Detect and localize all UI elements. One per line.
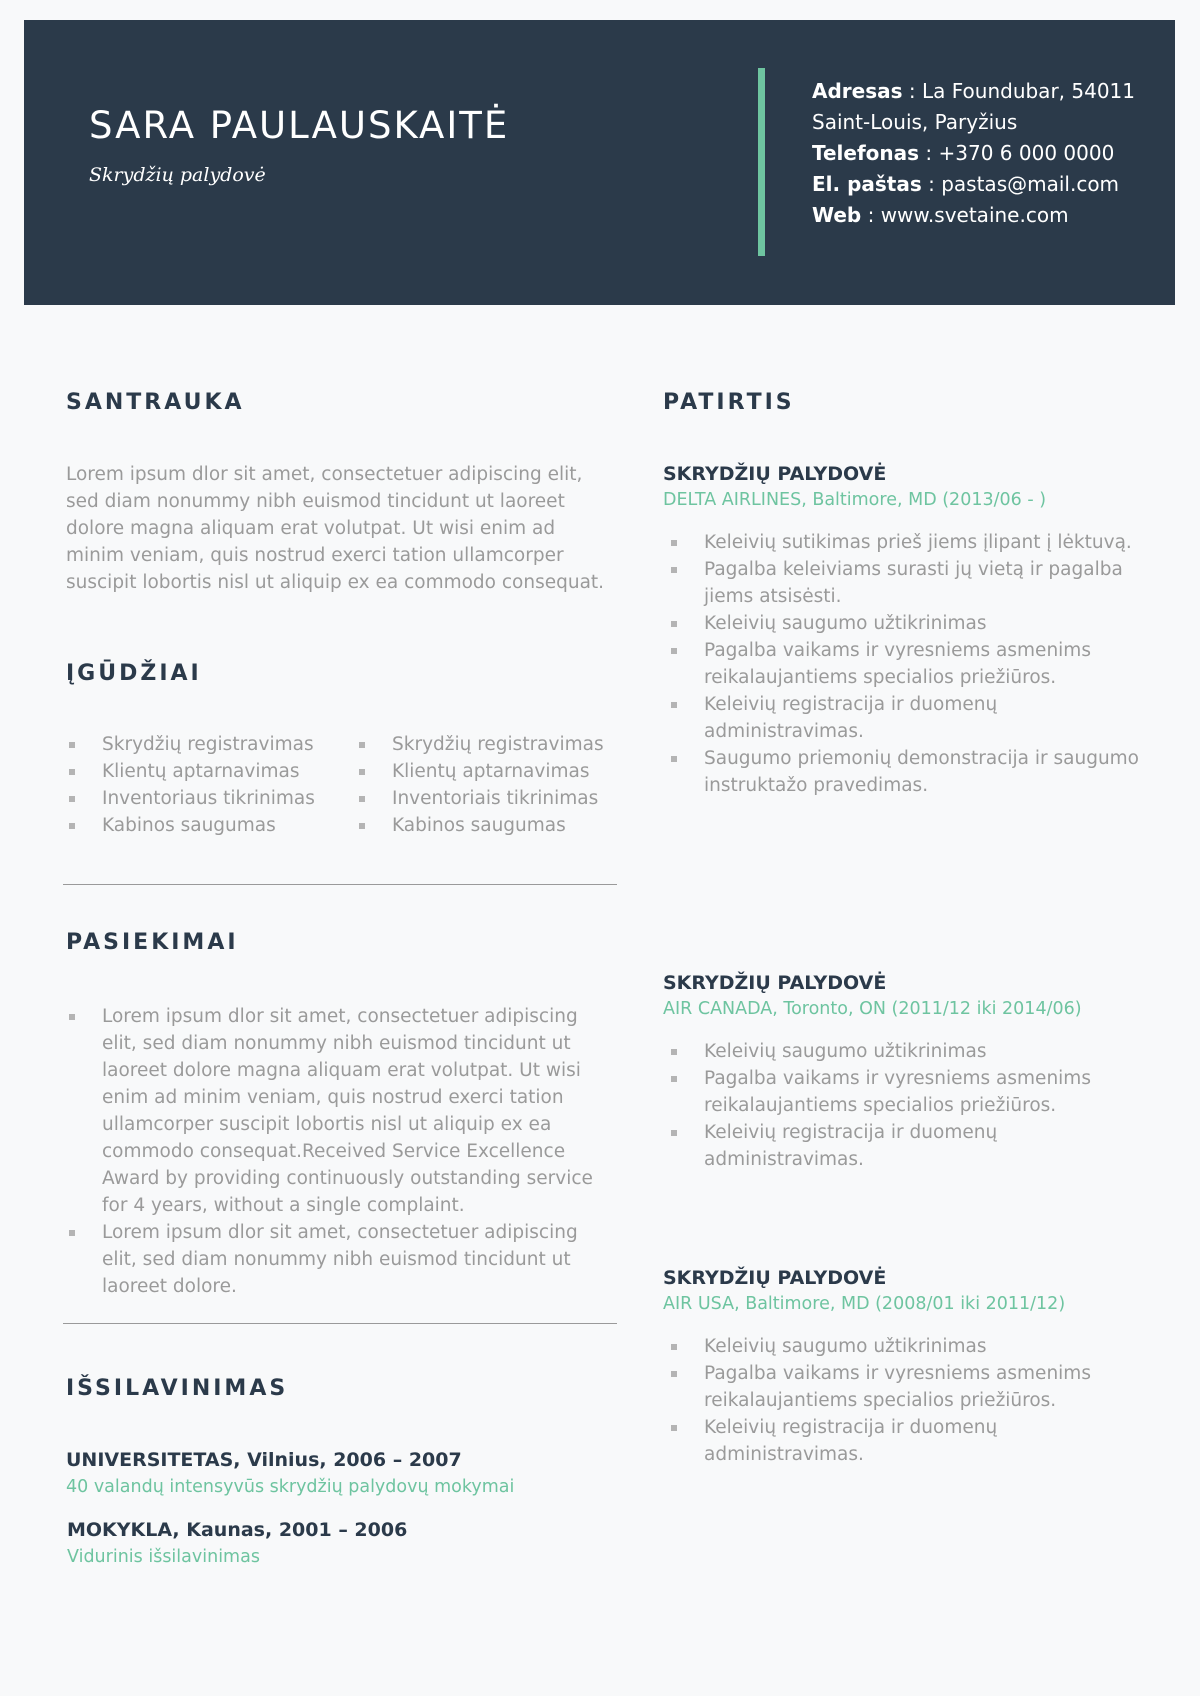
- list-item: Kabinos saugumas: [66, 812, 346, 839]
- summary-heading: SANTRAUKA: [66, 390, 245, 415]
- achievements-list: [66, 1003, 606, 1300]
- list-item: Klientų aptarnavimas: [66, 758, 346, 785]
- list-item: Pagalba vaikams ir vyresniems asmenims reikalaujantiems specialios priežiūros.: [668, 1065, 1148, 1119]
- section-divider: [63, 1323, 617, 1324]
- education-entry-title: MOKYKLA, Kaunas, 2001 – 2006: [67, 1519, 408, 1541]
- education-entry-title: UNIVERSITETAS, Vilnius, 2006 – 2007: [66, 1449, 462, 1471]
- skills-list-left: [66, 731, 346, 839]
- contact-address-line2: Saint-Louis, Paryžius: [812, 110, 1018, 134]
- list-item: Keleivių sutikimas prieš jiems įlipant į lėktuvą.: [668, 529, 1148, 556]
- list-item: Skrydžių registravimas: [66, 731, 346, 758]
- job-employer: AIR CANADA, Toronto, ON (2011/12 iki 2014/06): [663, 999, 1082, 1019]
- list-item: Pagalba vaikams ir vyresniems asmenims reikalaujantiems specialios priežiūros.: [668, 637, 1148, 691]
- list-item: Lorem ipsum dlor sit amet, consectetuer adipiscing elit, sed diam nonummy nibh euismod tincidunt ut laoreet dolore magna aliquam erat volutpat. Ut wisi enim ad minim veniam, quis nostrud exerci tation ullamcorper suscipit lobortis nisl ut aliquip ex ea commodo consequat.Received Service Excellence Award by providing continuously outstanding service for 4 years, without a single complaint.: [66, 1003, 606, 1219]
- contact-web[interactable]: Web : www.svetaine.com: [812, 203, 1069, 227]
- accent-divider: [758, 68, 765, 256]
- contact-address: Adresas : La Foundubar, 54011: [812, 79, 1136, 103]
- achievements-heading: PASIEKIMAI: [66, 930, 239, 955]
- job-employer: DELTA AIRLINES, Baltimore, MD (2013/06 - ): [663, 490, 1047, 510]
- job-duties-list: [668, 529, 1148, 799]
- contact-block: [812, 76, 1135, 231]
- list-item: Keleivių saugumo užtikrinimas: [668, 1333, 1148, 1360]
- job-title: SKRYDŽIŲ PALYDOVĖ: [663, 463, 887, 485]
- list-item: Pagalba keleiviams surasti jų vietą ir pagalba jiems atsisėsti.: [668, 556, 1148, 610]
- experience-heading: PATIRTIS: [663, 390, 795, 415]
- list-item: Keleivių saugumo užtikrinimas: [668, 1038, 1148, 1065]
- job-subtitle: Skrydžių palydovė: [89, 164, 266, 186]
- list-item: Skrydžių registravimas: [356, 731, 626, 758]
- list-item: Pagalba vaikams ir vyresniems asmenims reikalaujantiems specialios priežiūros.: [668, 1360, 1148, 1414]
- job-duties-list: [668, 1038, 1148, 1173]
- contact-phone: Telefonas : +370 6 000 0000: [812, 141, 1115, 165]
- summary-text: Lorem ipsum dlor sit amet, consectetuer adipiscing elit, sed diam nonummy nibh euismod tincidunt ut laoreet dolore magna aliquam erat volutpat. Ut wisi enim ad minim veniam, quis nostrud exerci tation ullamcorper suscipit lobortis nisl ut aliquip ex ea commodo consequat.: [66, 464, 605, 593]
- list-item: Keleivių registracija ir duomenų administravimas.: [668, 691, 1148, 745]
- list-item: Klientų aptarnavimas: [356, 758, 626, 785]
- list-item: Lorem ipsum dlor sit amet, consectetuer adipiscing elit, sed diam nonummy nibh euismod tincidunt ut laoreet dolore.: [66, 1219, 606, 1300]
- list-item: Keleivių registracija ir duomenų administravimas.: [668, 1414, 1148, 1468]
- contact-email[interactable]: El. paštas : pastas@mail.com: [812, 172, 1120, 196]
- education-entry-sub: Vidurinis išsilavinimas: [67, 1547, 260, 1567]
- list-item: Inventoriaus tikrinimas: [66, 785, 346, 812]
- education-heading: IŠSILAVINIMAS: [66, 1376, 289, 1401]
- header-banner: [24, 20, 1175, 305]
- list-item: Kabinos saugumas: [356, 812, 626, 839]
- skills-heading: ĮGŪDŽIAI: [66, 661, 202, 686]
- list-item: Saugumo priemonių demonstracija ir saugumo instruktažo pravedimas.: [668, 745, 1148, 799]
- education-entry-sub: 40 valandų intensyvūs skrydžių palydovų mokymai: [66, 1477, 515, 1497]
- list-item: Keleivių saugumo užtikrinimas: [668, 610, 1148, 637]
- job-employer: AIR USA, Baltimore, MD (2008/01 iki 2011/12): [663, 1294, 1066, 1314]
- candidate-name: SARA PAULAUSKAITĖ: [89, 104, 510, 147]
- list-item: Keleivių registracija ir duomenų administravimas.: [668, 1119, 1148, 1173]
- job-duties-list: [668, 1333, 1148, 1468]
- list-item: Inventoriais tikrinimas: [356, 785, 626, 812]
- job-title: SKRYDŽIŲ PALYDOVĖ: [663, 1267, 887, 1289]
- job-title: SKRYDŽIŲ PALYDOVĖ: [663, 972, 887, 994]
- skills-list-right: [356, 731, 626, 839]
- section-divider: [63, 884, 617, 885]
